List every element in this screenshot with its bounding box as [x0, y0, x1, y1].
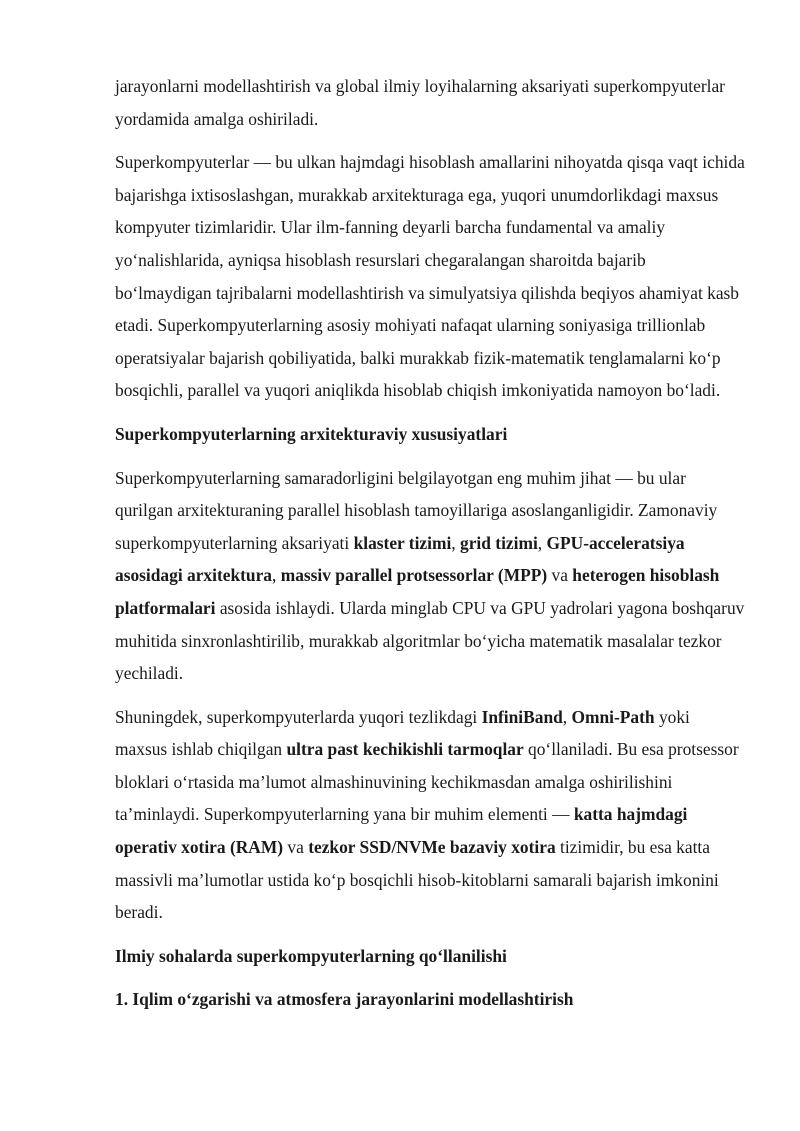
- text-run: tizimidir, bu esa katta massivli ma’lumotlar ustida ko‘p bosqichli hisob-kitoblarni samarali bajarish imkonini beradi.: [115, 837, 719, 923]
- text-run: ,: [272, 565, 281, 586]
- paragraph-networks: [115, 701, 745, 929]
- bold-term: klaster tizimi: [353, 532, 452, 553]
- bold-term: heterogen hisoblash platformalari: [115, 565, 720, 618]
- bold-term: InfiniBand: [481, 706, 563, 727]
- text-run: Shuningdek, superkompyuterlarda yuqori tezlikdagi: [115, 706, 482, 727]
- section-heading-applications: Ilmiy sohalarda superkompyuterlarning qo‘llanilishi: [115, 945, 507, 966]
- paragraph-definition: [115, 146, 745, 407]
- paragraph-intro-continuation: [115, 70, 745, 135]
- bold-term: massiv parallel protsessorlar (MPP): [280, 565, 548, 586]
- text-run: va: [283, 837, 309, 858]
- bold-term: Omni-Path: [571, 706, 655, 727]
- text-run: Superkompyuterlarning samaradorligini belgilayotgan eng muhim jihat — bu ular qurilgan arxitekturaning parallel hisoblash tamoyillariga asoslanganligidir. Zamonaviy superkompyuterlarning aksariyati: [115, 467, 718, 553]
- bold-term: GPU-acceleratsiya asosidagi arxitektura: [115, 532, 685, 586]
- bold-term: grid tizimi: [460, 532, 538, 553]
- text-run: ,: [451, 532, 461, 553]
- text-run: va: [547, 565, 573, 586]
- bold-term: ultra past kechikishli tarmoqlar: [286, 739, 524, 760]
- text-run: ,: [562, 706, 572, 727]
- text-run: ,: [537, 532, 547, 553]
- section-heading-architecture: Superkompyuterlarning arxitekturaviy xususiyatlari: [115, 423, 508, 444]
- paragraph-text: Superkompyuterlar — bu ulkan hajmdagi hisoblash amallarini nihoyatda qisqa vaqt ichida bajarishga ixtisoslashgan, murakkab arxitekturaga ega, yuqori unumdorlikdagi maxsus kompyuter tizimlaridir. Ular ilm-fanning deyarli barcha fundamental va amaliy yo‘nalishlarida, ayniqsa hisoblash resurslari chegaralangan sharoitda bajarib bo‘lmaydigan tajribalarni modellashtirish va simulyatsiya qilishda beqiyos ahamiyat kasb etadi. Superkompyuterlarning asosiy mohiyati nafaqat ularning soniyasiga trillionlab operatsiyalar bajarish qobiliyatida, balki murakkab fizik-matematik tenglamalarni ko‘p bosqichli, parallel va yuqori aniqlikda hisoblab chiqish imkoniyatida namoyon bo‘ladi.: [115, 152, 745, 401]
- bold-term: katta hajmdagi operativ xotira (RAM): [115, 804, 688, 858]
- text-run: asosida ishlaydi. Ularda minglab CPU va GPU yadrolari yagona boshqaruv muhitida sinxronlashtirilib, murakkab algoritmlar bo‘yicha matematik masalalar tezkor yechiladi.: [115, 597, 745, 684]
- paragraph-architecture: [115, 462, 745, 690]
- text-run: qo‘llaniladi. Bu esa protsessor bloklari o‘rtasida ma’lumot almashinuvining kechikmasdan amalga oshirilishini ta’minlaydi. Superkompyuterlarning yana bir muhim elementi —: [115, 739, 739, 825]
- subsection-heading-climate: 1. Iqlim o‘zgarishi va atmosfera jarayonlarini modellashtirish: [115, 989, 574, 1010]
- document-page: [115, 70, 745, 1027]
- text-run: yoki maxsus ishlab chiqilgan: [115, 706, 690, 760]
- bold-term: tezkor SSD/NVMe bazaviy xotira: [308, 837, 556, 858]
- paragraph-text: jarayonlarni modellashtirish va global ilmiy loyihalarning aksariyati superkompyuterlar yordamida amalga oshiriladi.: [115, 76, 725, 129]
